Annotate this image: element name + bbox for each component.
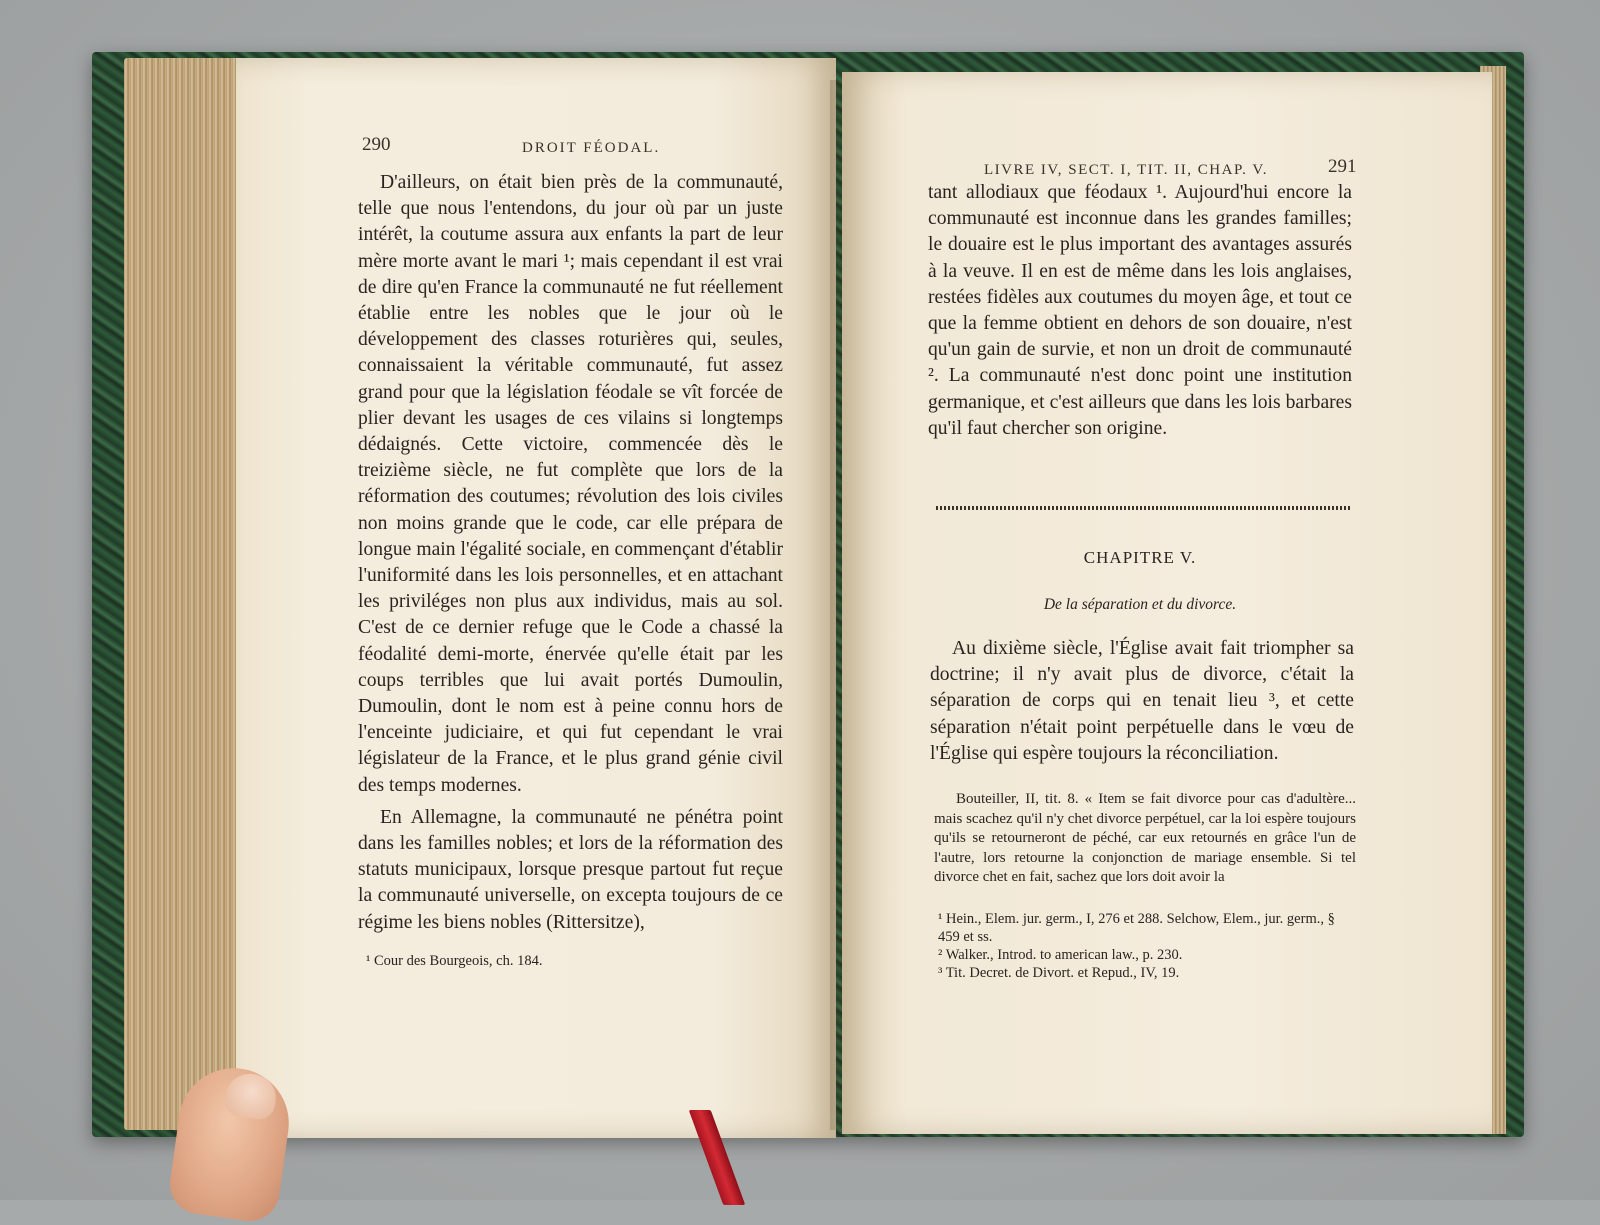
right-footnote-1: ¹ Hein., Elem. jur. germ., I, 276 et 288. Selchow, Elem., jur. germ., § 459 et ss. <box>938 911 1335 945</box>
left-paragraph-1: D'ailleurs, on était bien près de la communauté, telle que nous l'entendons, du jour où par un juste intérêt, la coutume assura aux enfants la part de leur mère morte avant le mari ¹; mais cependant il est vrai de dire qu'en France la communauté ne fut réellement établie entre les nobles que le jour où le développement des classes roturières qui, seules, connaissaient la véritable communauté, fut assez grand pour que la législation féodale se vît forcée de plier devant les usages de ces vilains si longtemps dédaignés. Cette victoire, commencée dès le treizième siècle, ne fut complète que lors de la réformation des coutumes; révolution des lois civiles non moins grande que le code, car elle prépara de longue main l'égalité sociale, en commençant d'établir l'uniformité dans les lois personnelles, et en attachant les priviléges non plus aux individus, mais au sol. C'est de ce dernier refuge que le Code a chassé la féodalité demi-morte, énervée qu'elle était par les coups terribles que lui avait portés Dumoulin, Dumoulin, dont le nom est à peine connu hors de l'enceinte judiciaire, et qui fut cependant le vrai législateur de la France, et le plus grand génie civil des temps modernes. <box>358 172 783 796</box>
right-paragraph-chapter: Au dixième siècle, l'Église avait fait triompher sa doctrine; il n'y avait plus de divorce, c'était la séparation de corps qui en tenait lieu ³, et cette séparation n'était point perpétuelle dans le vœu de l'Église qui espère toujours la réconciliation. <box>930 638 1354 764</box>
right-running-head: LIVRE IV, SECT. I, TIT. II, CHAP. V. <box>984 162 1269 178</box>
right-body-chapter <box>930 636 1354 767</box>
left-paragraph-2: En Allemagne, la communauté ne pénétra point dans les familles nobles; et lors de la réformation des statuts municipaux, lorsque presque partout fut reçue la communauté universelle, on excepta toujours de ce régime les biens nobles (Rittersitze), <box>358 806 783 933</box>
left-page-number: 290 <box>362 134 391 155</box>
right-body-top <box>928 180 1352 442</box>
right-quote-text: Bouteiller, II, tit. 8. « Item se fait divorce pour cas d'adultère... mais scachez qu'il n'y chet divorce perpétuel, car la loi espère toujours qu'ils se retourneront de péché, car eux retournés en grâce l'un de l'autre, lors retourne la conjonction de mariage ensemble. Si tel divorce chet en fait, sachez que lors doit avoir la <box>934 791 1356 885</box>
right-page <box>842 72 1492 1134</box>
chapter-divider-rule <box>936 506 1350 510</box>
left-running-head: DROIT FÉODAL. <box>522 140 661 156</box>
left-page <box>236 58 836 1138</box>
right-quote-block <box>934 790 1356 888</box>
page-edges-left <box>124 58 242 1130</box>
right-paragraph-top: tant allodiaux que féodaux ¹. Aujourd'hui encore la communauté est inconnue dans les grandes familles; le douaire est le plus important des avantages assurés à la veuve. Il en est de même dans les lois anglaises, restées fidèles aux coutumes du moyen âge, et tout ce que la femme obtient en dehors de son douaire, n'est qu'un gain de survie, et non un droit de communauté ². La communauté n'est donc point une institution germanique, et c'est ailleurs que dans les lois barbares qu'il faut chercher son origine. <box>928 182 1352 439</box>
left-footnote: ¹ Cour des Bourgeois, ch. 184. <box>366 953 543 969</box>
chapter-title: CHAPITRE V. <box>1083 548 1197 567</box>
right-page-number: 291 <box>1328 156 1357 177</box>
left-body-text <box>358 170 783 936</box>
chapter-subtitle: De la séparation et du divorce. <box>1043 596 1237 613</box>
right-footnotes <box>938 910 1356 982</box>
right-footnote-2: ² Walker., Introd. to american law., p. 230. <box>938 947 1183 963</box>
right-footnote-3: ³ Tit. Decret. de Divort. et Repud., IV, 19. <box>938 965 1180 981</box>
